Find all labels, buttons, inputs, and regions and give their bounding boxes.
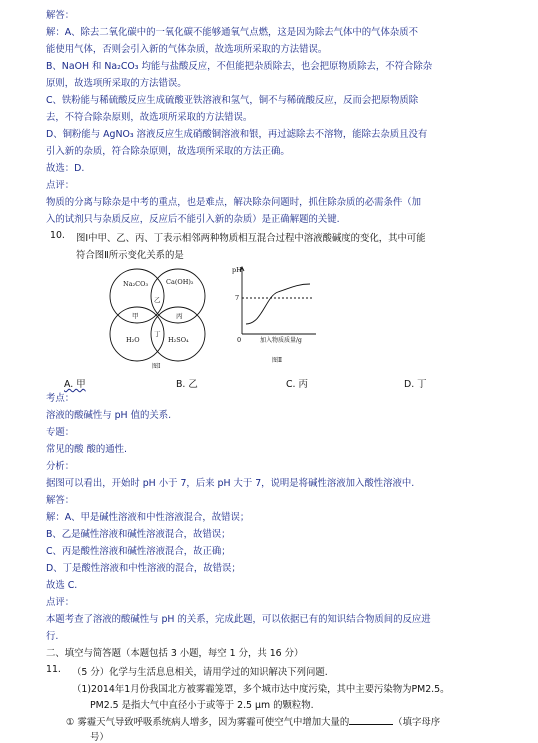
solution-line: C、铁粉能与稀硫酸反应生成硫酸亚铁溶液和氢气，铜不与稀硫酸反应，反而会把原物质除 [46,95,419,106]
label-na2co3: Na₂CO₃ [123,280,149,288]
zhuanti-heading: 专题： [46,427,75,438]
question-text [66,714,440,728]
answer-choice: 故选：D. [46,163,85,174]
solution-line: C、丙是酸性溶液和碱性溶液混合，故正确； [46,546,231,557]
comment-line: 行. [46,631,59,642]
question-text: 图Ⅰ中甲、乙、丙、丁表示相邻两种物质相互混合过程中溶液酸碱度的变化，其中可能 [76,233,426,244]
label-caoh2: Ca(OH)₂ [166,278,194,286]
analysis-heading: 分析： [46,461,75,472]
ph-curve [246,284,310,324]
solution-line: 原则，故选项所采取的方法错误。 [46,78,187,89]
answer-heading: 解答： [46,495,75,506]
label-h2so4: H₂SO₄ [168,336,189,344]
analysis-text: 据图可以看出，开始时 pH 小于 7，后来 pH 大于 7，说明是将碱性溶液加入酸性溶液中. [46,478,415,489]
ph-curve-figure [232,262,344,372]
comment-line: 入的试剂只与杂质反应，反应后不能引入新的杂质）是正确解题的关键. [46,214,340,225]
kaodian-heading: 考点： [46,393,75,404]
kaodian-text: 溶液的酸碱性与 pH 值的关系. [46,410,172,421]
region-bing: 丙 [176,312,183,320]
solution-line: B、乙是碱性溶液和碱性溶液混合，故错误； [46,529,231,540]
figure2-caption: 图Ⅱ [272,357,283,364]
comment-line: 本题考查了溶液的酸碱性与 pH 的关系，完成此题，可以依据已有的知识结合物质间的反应进 [46,614,431,625]
option-a[interactable]: A. 甲 [64,379,86,390]
question-text: PM2.5 是指大气中直径小于或等于 2.5 μm 的颗粒物. [90,700,314,711]
answer-heading: 解答： [46,10,75,21]
subquestion-text: ① 雾霾天气导致呼吸系统病人增多，因为雾霾可使空气中增加大量的 [66,717,350,728]
solution-line: B、NaOH 和 Na₂CO₃ 均能与盐酸反应，不但能把杂质除去，也会把原物质除去，不符合除杂 [46,61,433,72]
solution-line: 去，不符合除杂原则，故选项所采取的方法错误。 [46,112,253,123]
section-title: 二、填空与简答题（本题包括 3 小题，每空 1 分，共 16 分） [46,648,304,659]
x-axis-label: 加入物质质量/g [260,337,302,344]
comment-heading: 点评： [46,597,75,608]
venn-figure [80,268,230,372]
region-yi: 乙 [154,296,161,304]
option-b[interactable]: B. 乙 [176,379,198,390]
question-number: 10. [50,230,65,241]
question-text: 符合图Ⅱ所示变化关系的是 [76,250,184,261]
question-text: 号） [90,732,109,743]
solution-line: 解：A、除去二氧化碳中的一氧化碳不能够通氧气点燃，这是因为除去气体中的气体杂质不 [46,27,419,38]
region-jia: 甲 [132,312,139,320]
solution-line: 能使用气体，否则会引入新的气体杂质，故选项所采取的方法错误。 [46,44,328,55]
origin-label: 0 [237,336,242,344]
option-c[interactable]: C. 丙 [286,379,308,390]
comment-line: 物质的分离与除杂是中考的重点，也是难点，解决除杂问题时，抓住除杂质的必需条件（加 [46,197,422,208]
solution-line: 引入新的杂质，符合除杂原则，故选项所采取的方法正确。 [46,146,290,157]
comment-heading: 点评： [46,180,75,191]
subquestion-text: （填字母序 [393,717,441,728]
y-axis-label: pH [232,266,242,274]
answer-blank[interactable] [349,724,393,725]
question-text: （5 分）化学与生活息息相关，请用学过的知识解决下列问题. [72,667,328,678]
label-h2o: H₂O [126,336,140,344]
region-ding: 丁 [154,330,161,338]
question-text: （1)2014年1月份我国北方被雾霾笼罩，多个城市达中度污染，其中主要污染物为PM2.5。 [72,684,450,695]
solution-line: 解：A、甲是碱性溶液和中性溶液混合，故错误； [46,512,250,523]
answer-choice: 故选 C. [46,580,78,591]
question-number: 11. [46,664,61,675]
figure1-caption: 图Ⅰ [152,363,161,370]
zhuanti-text: 常见的酸 酸的通性. [46,444,127,455]
ph7-tick: 7 [235,294,240,302]
solution-line: D、丁是酸性溶液和中性溶液的混合，故错误； [46,563,241,574]
option-d[interactable]: D. 丁 [404,379,427,390]
solution-line: D、铜粉能与 AgNO₃ 溶液反应生成硝酸铜溶液和银，再过滤除去不溶物，能除去杂质且没有 [46,129,428,140]
